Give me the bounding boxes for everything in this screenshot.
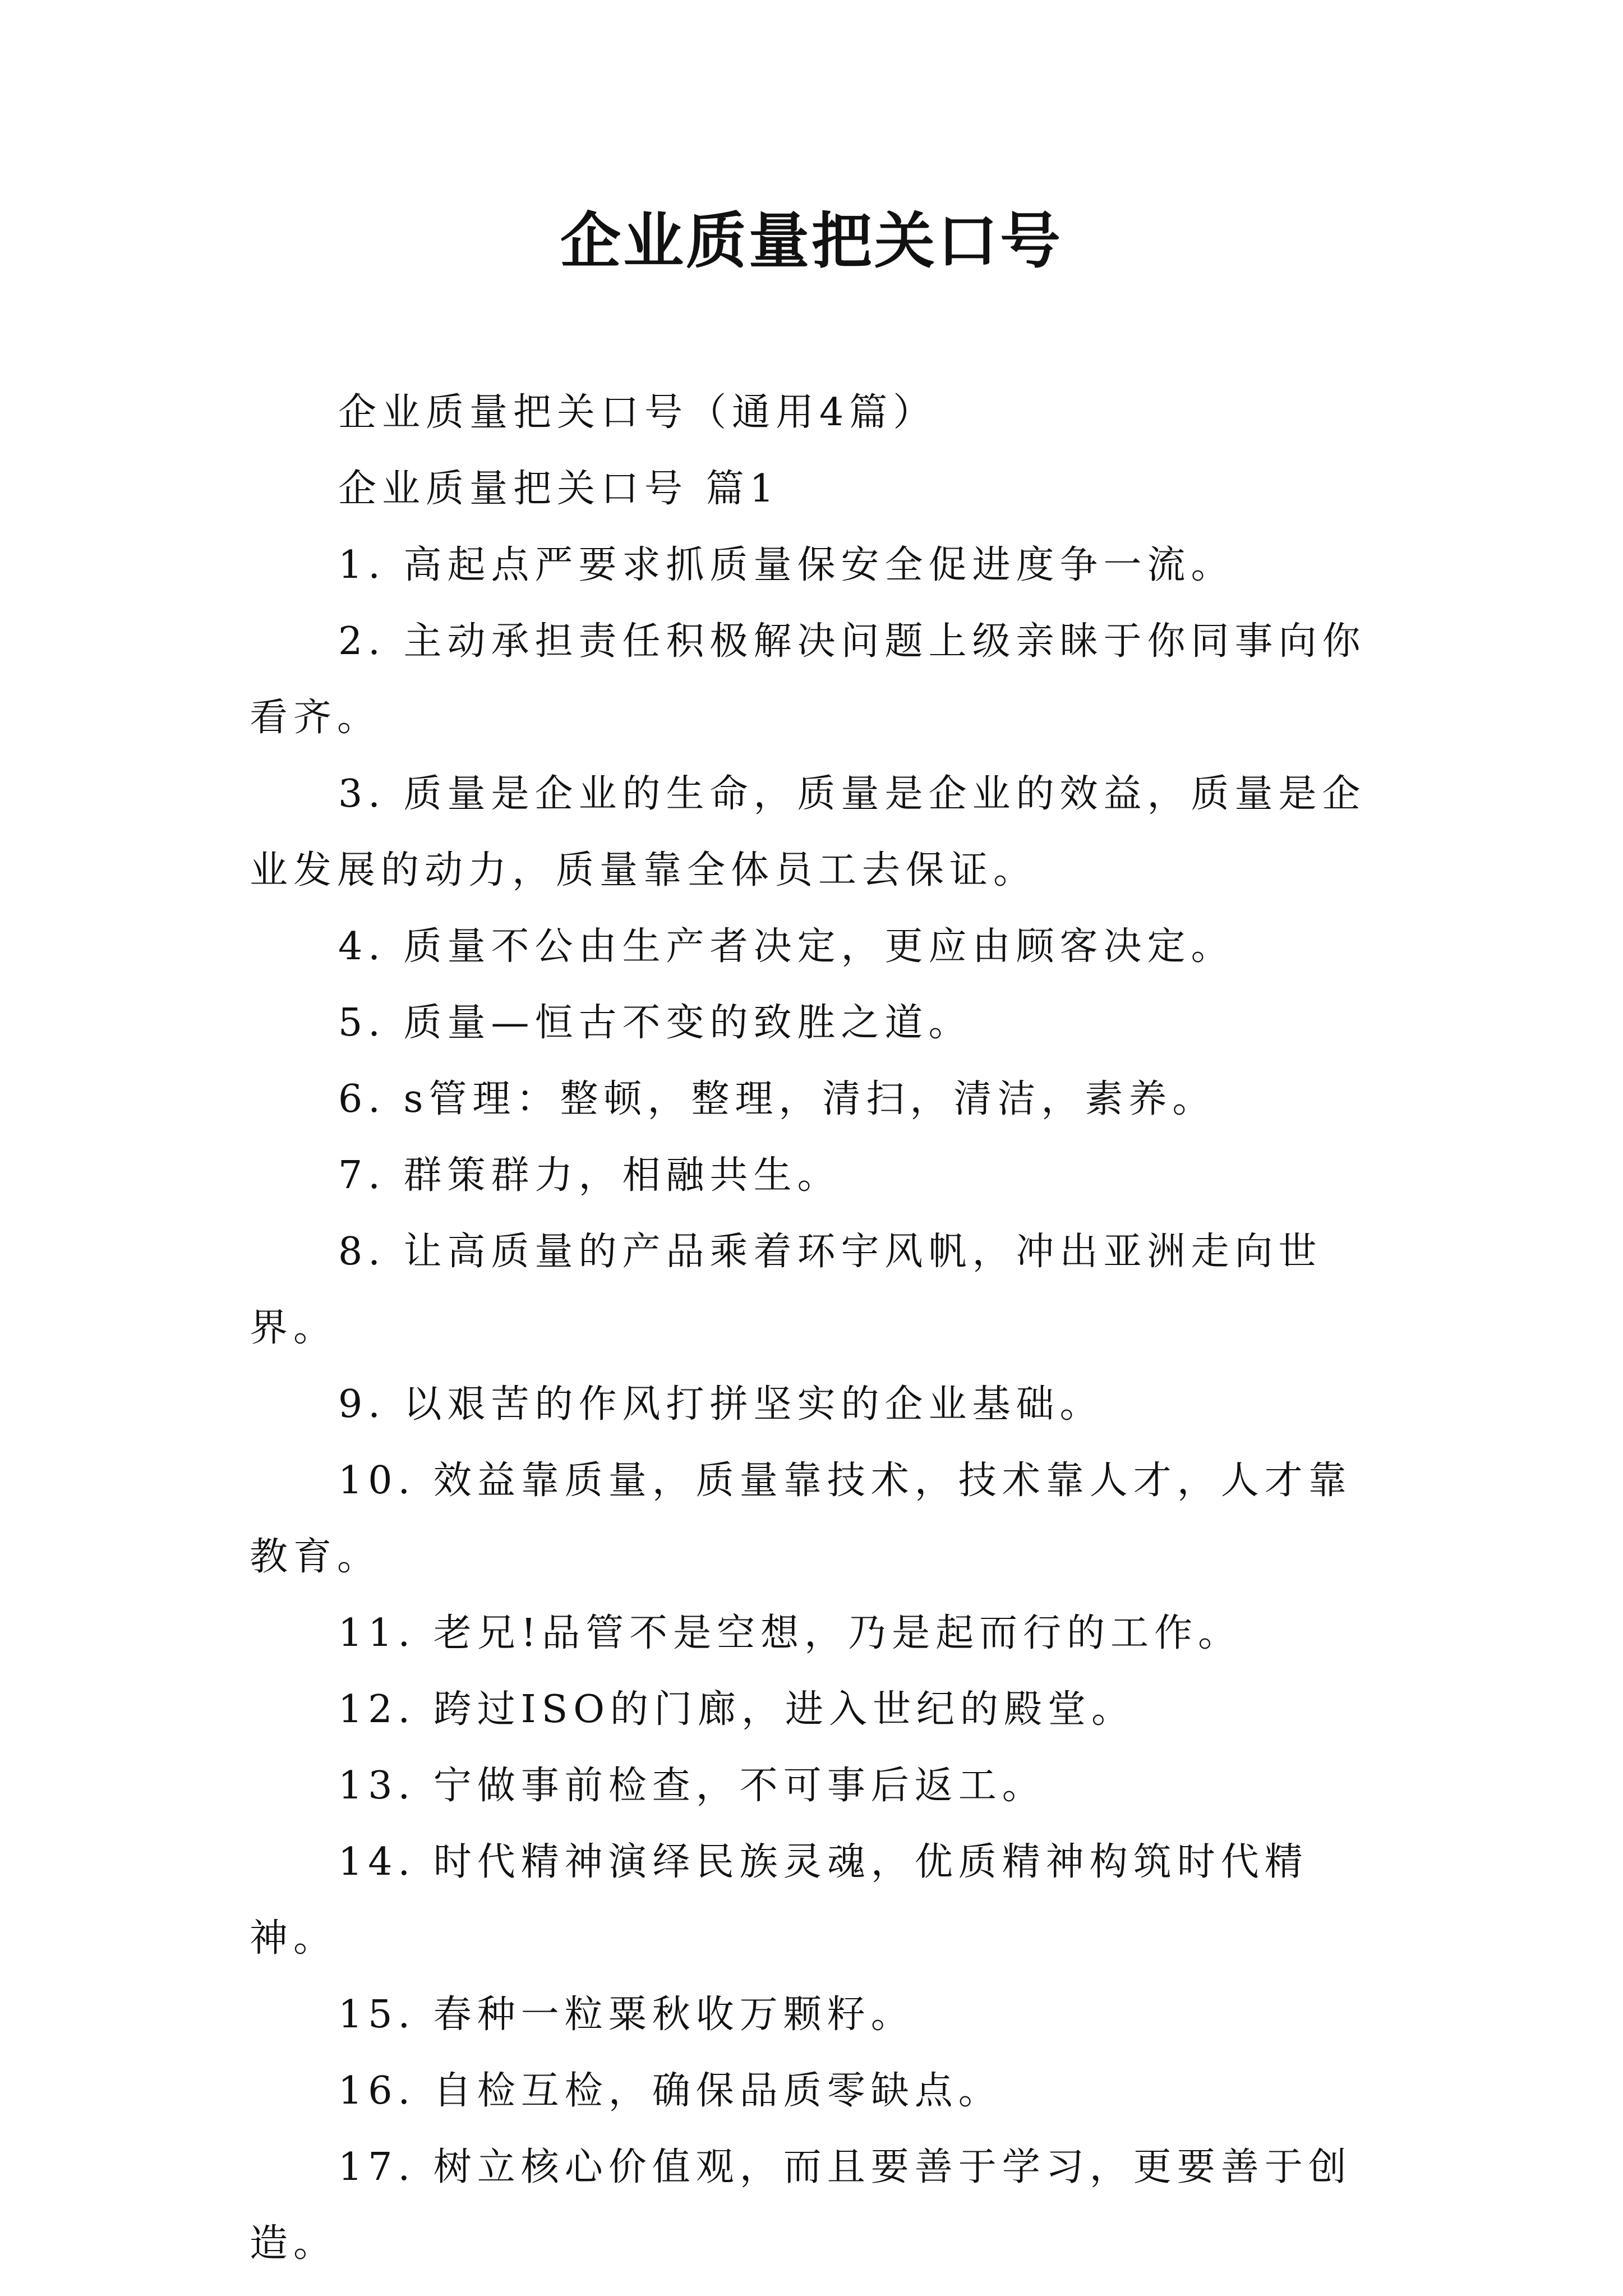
- paragraph-subtitle: 企业质量把关口号（通用4篇）: [338, 390, 937, 435]
- document-body: [250, 375, 1388, 2282]
- slogan-item: 5. 质量—恒古不变的致胜之道。: [338, 1001, 972, 1045]
- slogan-item: 3. 质量是企业的生命，质量是企业的效益，质量是企业发展的动力，质量靠全体员工去保证。: [250, 772, 1366, 892]
- slogan-item: 13. 宁做事前检查，不可事后返工。: [338, 1764, 1046, 1808]
- slogan-item: 12. 跨过ISO的门廊，进入世纪的殿堂。: [338, 1687, 1135, 1732]
- slogan-item: 14. 时代精神演绎民族灵魂，优质精神构筑时代精神。: [250, 1840, 1308, 1961]
- slogan-item: 15. 春种一粒粟秋收万颗籽。: [338, 1993, 915, 2037]
- slogan-item: 9. 以艰苦的作风打拼坚实的企业基础。: [338, 1382, 1104, 1427]
- slogan-item: 6. s管理：整顿，整理，清扫，清洁，素养。: [338, 1077, 1216, 1121]
- slogan-item: 4. 质量不公由生产者决定，更应由顾客决定。: [338, 924, 1235, 969]
- slogan-item: 16. 自检互检，确保品质零缺点。: [338, 2069, 1002, 2113]
- paragraph-section-heading: 企业质量把关口号 篇1: [338, 467, 780, 511]
- slogan-item: 1. 高起点严要求抓质量保安全促进度争一流。: [338, 543, 1235, 587]
- slogan-item: 11. 老兄!品管不是空想，乃是起而行的工作。: [338, 1611, 1242, 1655]
- slogan-item: 2. 主动承担责任积极解决问题上级亲睐于你同事向你看齐。: [250, 619, 1366, 740]
- slogan-item: 7. 群策群力，相融共生。: [338, 1153, 841, 1198]
- slogan-item: 17. 树立核心价值观，而且要善于学习，更要善于创造。: [250, 2145, 1352, 2266]
- slogan-item: 8. 让高质量的产品乘着环宇风帆，冲出亚洲走向世界。: [250, 1230, 1322, 1350]
- slogan-item: 10. 效益靠质量，质量靠技术，技术靠人才，人才靠教育。: [250, 1458, 1352, 1579]
- document-title: 企业质量把关口号: [560, 206, 1063, 277]
